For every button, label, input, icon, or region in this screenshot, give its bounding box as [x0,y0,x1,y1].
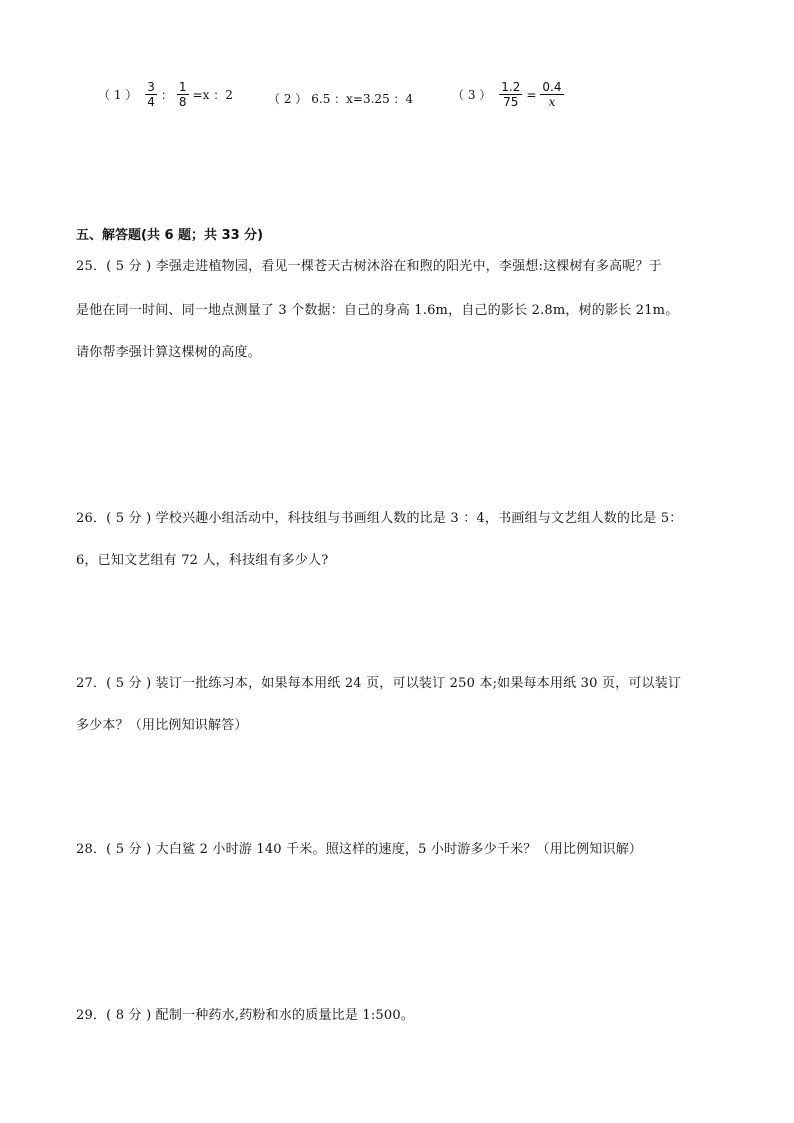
question-26-line-1: 26．( 5 分 ) 学校兴趣小组活动中，科技组与书画组人数的比是 3 ：4，书画组与文艺组人数的比是 5： [76,511,683,526]
fraction-3-4: $\frac{3}{4}$ [147,80,155,109]
equation-1-rest: =x ：2 [192,88,233,102]
equation-3-label: （ 3 ） [452,88,492,102]
question-27-line-2: 多少本？（用比例知识解答） [76,718,248,733]
equation-1-label: （ 1 ） [98,88,138,102]
question-28-line-1: 28．( 5 分 ) 大白鲨 2 小时游 140 千米。照这样的速度，5 小时游多少千米？（用比例知识解） [76,842,643,857]
equals-sign: = [526,87,537,102]
question-25-line-2: 是他在同一时间、同一地点测量了 3 个数据：自己的身高 1.6m，自己的影长 2.8m，树的影长 21m。 [76,303,679,318]
equation-2 [268,90,413,107]
equation-1 [98,80,233,109]
equation-2-text: 6.5 ：x=3.25 ：4 [311,92,414,106]
question-27-line-1: 27．( 5 分 ) 装订一批练习本，如果每本用纸 24 页，可以装订 250 本;如果每本用纸 30 页，可以装订 [76,676,682,691]
question-29-line-1: 29．( 8 分 ) 配制一种药水,药粉和水的质量比是 1:500。 [76,1008,415,1023]
fraction-0.4-x: $\frac{0.4}{x}$ [542,80,562,109]
ratio-colon: ： [160,88,173,102]
question-25-line-3: 请你帮李强计算这棵树的高度。 [76,345,261,360]
fraction-1.2-75: $\frac{1.2}{75}$ [501,80,521,109]
equation-3 [452,80,568,109]
fraction-1-8: $\frac{1}{8}$ [178,80,187,109]
equation-2-label: （ 2 ） [268,92,308,106]
question-26-line-2: 6，已知文艺组有 72 人，科技组有多少人? [76,553,329,568]
section-heading: 五、解答题(共 6 题；共 33 分) [76,228,264,243]
question-25-line-1: 25．( 5 分 ) 李强走进植物园，看见一棵苍天古树沐浴在和煦的阳光中，李强想:这棵树有多高呢？于 [76,259,662,274]
